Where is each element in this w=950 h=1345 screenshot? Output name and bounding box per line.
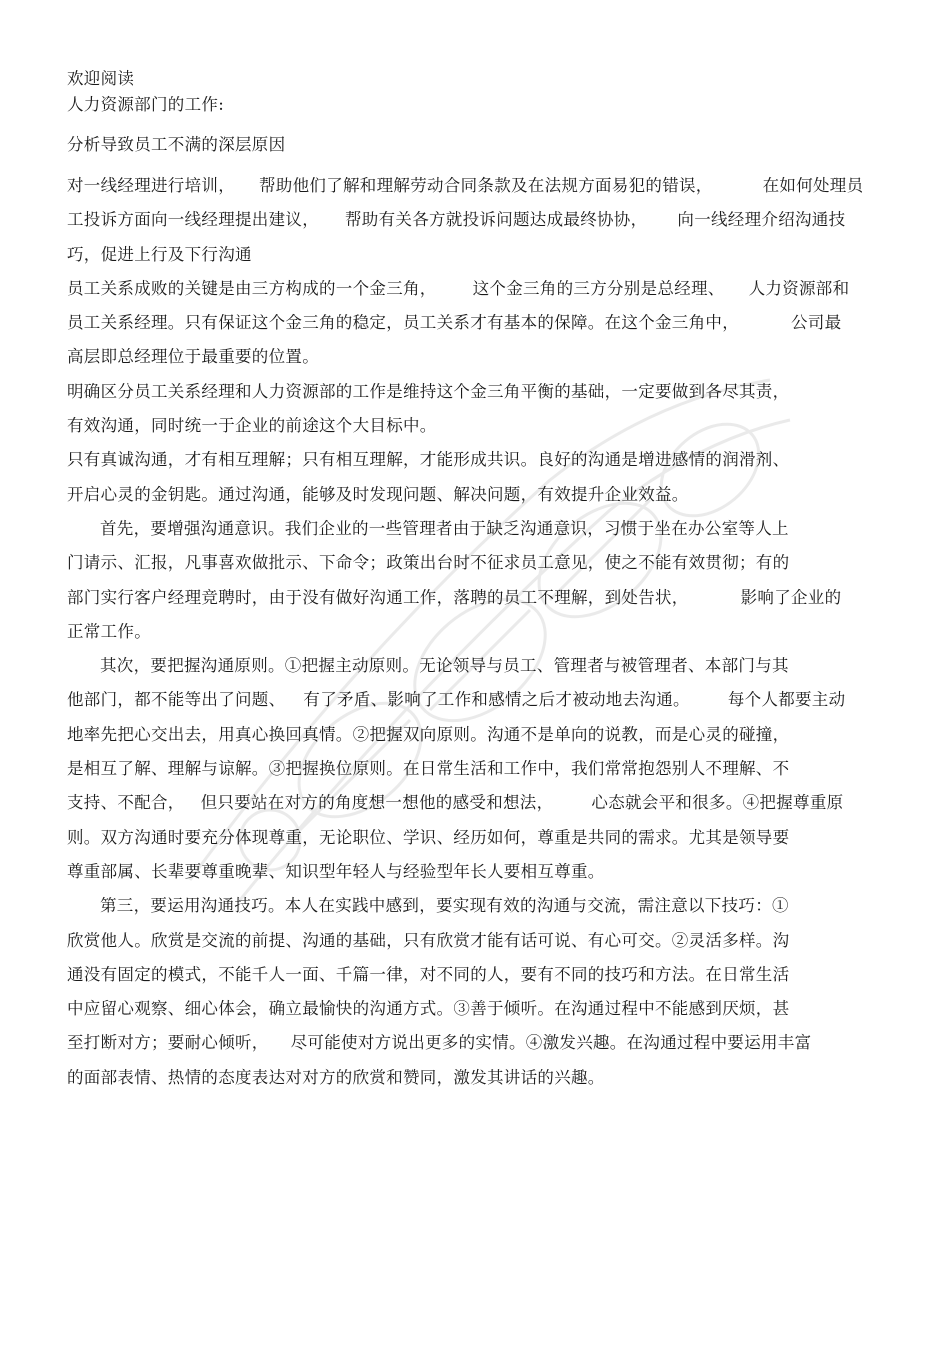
text-segment: 只有真诚沟通，才有相互理解；只有相互理解，才能形成共识。良好的沟通是增进感情的润滑剂、: [67, 450, 790, 470]
text-segment: 他部门，都不能等出了问题、: [67, 690, 286, 710]
page-header: 欢迎阅读: [67, 69, 135, 88]
text-segment: 工投诉方面向一线经理提出建议，: [67, 210, 319, 230]
text-segment: 心态就会平和很多。④把握尊重原: [591, 793, 844, 813]
text-segment: 每个人都要主动: [727, 690, 846, 710]
text-segment: 向一线经理介绍沟通技: [677, 210, 846, 230]
text-segment: 帮助有关各方就投诉问题达成最终协协，: [345, 210, 648, 230]
text-line: [67, 752, 882, 786]
text-segment: 的面部表情、热情的态度表达对对方的欣赏和赞同，激发其讲话的兴趣。: [67, 1067, 605, 1087]
text-segment: 正常工作。: [67, 621, 151, 641]
text-segment: 尊重部属、长辈要尊重晚辈、知识型年轻人与经验型年长人要相互尊重。: [67, 861, 605, 881]
text-line: [67, 581, 882, 615]
text-segment: 其次，要把握沟通原则。①把握主动原则。无论领导与员工、管理者与被管理者、本部门与其: [100, 656, 789, 676]
text-line: [67, 375, 882, 409]
text-segment: 首先，要增强沟通意识。我们企业的一些管理者由于缺乏沟通意识，习惯于坐在办公室等人上: [100, 518, 789, 538]
text-line: [67, 1061, 882, 1095]
text-line: [67, 512, 882, 546]
text-segment: 部门实行客户经理竞聘时，由于没有做好沟通工作，落聘的员工不理解，到处告状，: [67, 587, 689, 607]
text-segment: 员工关系成败的关键是由三方构成的一个金三角，: [67, 278, 437, 298]
text-segment: 明确区分员工关系经理和人力资源部的工作是维持这个金三角平衡的基础，一定要做到各尽其责，: [67, 381, 790, 401]
text-segment: 则。双方沟通时要充分体现尊重，无论职位、学识、经历如何，尊重是共同的需求。尤其是领导要: [67, 827, 790, 847]
text-segment: 开启心灵的金钥匙。通过沟通，能够及时发现问题、解决问题，有效提升企业效益。: [67, 484, 689, 504]
text-line: [67, 855, 882, 889]
document-body: [67, 66, 882, 1095]
text-segment: 支持、不配合，: [67, 793, 185, 813]
text-line: [67, 238, 882, 272]
text-line: [67, 340, 882, 374]
text-line: [67, 409, 882, 443]
text-segment: 对一线经理进行培训，: [67, 176, 235, 195]
text-segment: 公司最: [791, 313, 842, 333]
text-line: [67, 203, 882, 237]
text-line: [67, 478, 882, 512]
text-line: [67, 169, 882, 203]
text-segment: 至打断对方；要耐心倾听，: [67, 1033, 269, 1053]
text-segment: 巧，促进上行及下行沟通: [67, 244, 252, 264]
text-segment: 但只要站在对方的角度想一想他的感受和想法，: [200, 793, 554, 813]
text-line: [67, 615, 882, 649]
text-line: [67, 683, 882, 717]
text-line: [67, 718, 882, 752]
text-line: [67, 889, 882, 923]
text-segment: 在如何处理员: [762, 176, 864, 195]
text-line: [67, 1026, 882, 1060]
text-segment: 影响了企业的: [740, 587, 842, 607]
text-line: [67, 958, 882, 992]
text-segment: 是相互了解、理解与谅解。③把握换位原则。在日常生活和工作中，我们常常抱怨别人不理解、不: [67, 759, 790, 779]
text-segment: 中应留心观察、细心体会，确立最愉快的沟通方式。③善于倾听。在沟通过程中不能感到厌烦，甚: [67, 999, 790, 1019]
text-line: [67, 272, 882, 306]
text-segment: 欣赏他人。欣赏是交流的前提、沟通的基础，只有欣赏才能有话可说、有心可交。②灵活多样。沟: [67, 930, 790, 950]
text-segment: 这个金三角的三方分别是总经理、: [472, 278, 725, 298]
text-segment: 员工关系经理。只有保证这个金三角的稳定，员工关系才有基本的保障。在这个金三角中，: [67, 313, 739, 333]
text-segment: 门请示、汇报，凡事喜欢做批示、下命令；政策出台时不征求员工意见，使之不能有效贯彻；有的: [67, 553, 790, 573]
text-line: [67, 992, 882, 1026]
section-subtitle: 分析导致员工不满的深层原因: [67, 135, 286, 154]
text-line: [67, 306, 882, 340]
text-line: [67, 924, 882, 958]
text-line: [67, 546, 882, 580]
text-segment: 地率先把心交出去，用真心换回真情。②把握双向原则。沟通不是单向的说教，而是心灵的碰撞，: [67, 724, 790, 744]
text-segment: 通没有固定的模式，不能千人一面、千篇一律，对不同的人，要有不同的技巧和方法。在日常生活: [67, 964, 790, 984]
text-segment: 帮助他们了解和理解劳动合同条款及在法规方面易犯的错误，: [259, 176, 713, 195]
paragraph-lines: [67, 169, 882, 1095]
text-segment: 高层即总经理位于最重要的位置。: [67, 347, 319, 367]
text-segment: 有了矛盾、影响了工作和感情之后才被动地去沟通。: [303, 690, 690, 710]
text-segment: 有效沟通，同时统一于企业的前途这个大目标中。: [67, 416, 437, 436]
section-title: 人力资源部门的工作:: [67, 95, 225, 114]
text-line: [67, 786, 882, 820]
text-segment: 第三，要运用沟通技巧。本人在实践中感到，要实现有效的沟通与交流，需注意以下技巧：①: [100, 896, 789, 916]
text-line: [67, 443, 882, 477]
text-segment: 尽可能使对方说出更多的实情。④激发兴趣。在沟通过程中要运用丰富: [290, 1033, 812, 1053]
text-line: [67, 821, 882, 855]
text-segment: 人力资源部和: [748, 278, 850, 298]
text-line: [67, 649, 882, 683]
